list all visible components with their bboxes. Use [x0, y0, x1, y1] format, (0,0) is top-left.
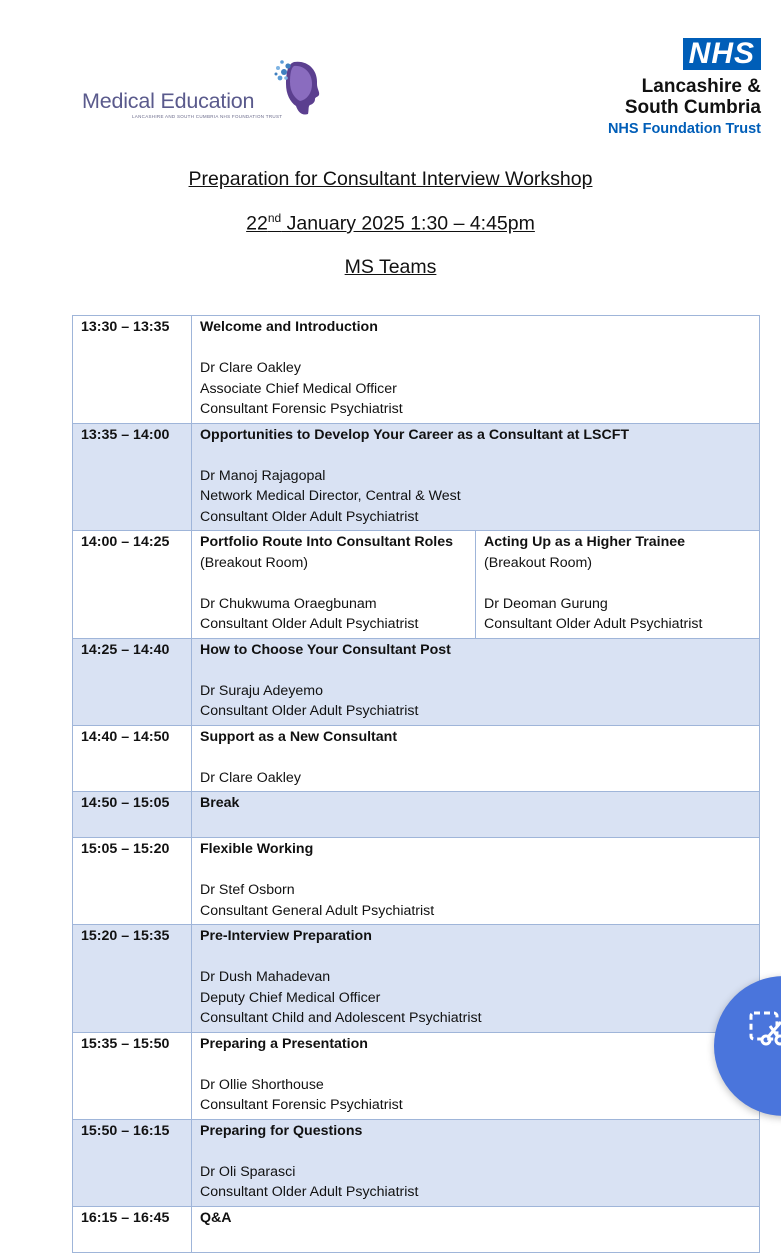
breakout-session-right	[475, 531, 759, 638]
agenda-session	[192, 725, 760, 792]
speaker-name: Dr Deoman Gurung	[484, 595, 608, 612]
speaker-name: Dr Manoj Rajagopal	[200, 467, 326, 484]
session-title: Pre-Interview Preparation	[200, 928, 372, 944]
agenda-table	[72, 315, 760, 1253]
agenda-session	[192, 838, 760, 925]
agenda-row	[73, 838, 760, 925]
agenda-session	[192, 792, 760, 838]
agenda-time: 15:35 – 15:50	[73, 1032, 192, 1119]
speaker-role: Consultant Older Adult Psychiatrist	[200, 616, 419, 632]
session-title: Support as a New Consultant	[200, 728, 398, 745]
agenda-session	[192, 1206, 760, 1252]
agenda-session	[192, 925, 760, 1033]
speaker-role: Consultant Older Adult Psychiatrist	[484, 616, 703, 632]
speaker-role: Consultant Forensic Psychiatrist	[200, 1097, 403, 1113]
speaker-role: Consultant Child and Adolescent Psychiatrist	[200, 1010, 482, 1026]
speaker-name: Dr Oli Sparasci	[200, 1163, 296, 1180]
session-title: Break	[200, 795, 240, 811]
event-title: Preparation for Consultant Interview Workshop	[188, 168, 593, 190]
agenda-time: 13:30 – 13:35	[73, 316, 192, 424]
nhs-trust-name: NHS Foundation Trust	[607, 121, 761, 137]
agenda-time: 14:25 – 14:40	[73, 638, 192, 725]
speaker-role: Deputy Chief Medical Officer	[200, 989, 381, 1006]
event-date-rest: January 2025 1:30 – 4:45pm	[281, 212, 535, 235]
nhs-org-name	[581, 76, 761, 118]
agenda-session	[192, 1119, 760, 1206]
agenda-session	[192, 1032, 760, 1119]
session-title: How to Choose Your Consultant Post	[200, 641, 451, 658]
agenda-row	[73, 316, 760, 424]
agenda-row	[73, 638, 760, 725]
medical-education-logo	[82, 58, 322, 128]
agenda-session	[192, 316, 760, 424]
agenda-time: 14:00 – 14:25	[73, 531, 192, 639]
medical-education-logo-subtitle: LANCASHIRE AND SOUTH CUMBRIA NHS FOUNDATION TRUST	[132, 114, 283, 119]
session-title: Q&A	[200, 1209, 232, 1226]
agenda-row	[73, 531, 760, 639]
agenda-time: 16:15 – 16:45	[73, 1206, 192, 1252]
head-profile-icon	[272, 58, 322, 120]
breakout-session-left	[192, 531, 475, 638]
agenda-time: 14:50 – 15:05	[73, 792, 192, 838]
agenda-time: 15:20 – 15:35	[73, 925, 192, 1033]
speaker-role: Consultant Older Adult Psychiatrist	[200, 1184, 419, 1200]
session-title: Portfolio Route Into Consultant Roles	[200, 534, 453, 550]
speaker-name: Dr Clare Oakley	[200, 769, 301, 786]
session-title: Welcome and Introduction	[200, 319, 378, 335]
agenda-row	[73, 725, 760, 792]
nhs-trust-logo	[581, 38, 761, 148]
event-date	[0, 211, 781, 236]
agenda-row	[73, 792, 760, 838]
agenda-session-split	[192, 531, 760, 639]
speaker-name: Dr Stef Osborn	[200, 882, 295, 898]
agenda-session	[192, 423, 760, 531]
agenda-time: 15:50 – 16:15	[73, 1119, 192, 1206]
session-title: Acting Up as a Higher Trainee	[484, 534, 686, 550]
agenda-row	[73, 925, 760, 1033]
speaker-name: Dr Dush Mahadevan	[200, 969, 331, 985]
speaker-name: Dr Clare Oakley	[200, 360, 301, 376]
agenda-time: 14:40 – 14:50	[73, 725, 192, 792]
session-title: Flexible Working	[200, 841, 314, 857]
scissors-selection-icon	[748, 1010, 781, 1050]
agenda-row	[73, 1206, 760, 1252]
event-date-suffix: nd	[267, 211, 282, 225]
speaker-role: Consultant Older Adult Psychiatrist	[200, 508, 419, 525]
agenda-row	[73, 1032, 760, 1119]
speaker-name: Dr Ollie Shorthouse	[200, 1076, 324, 1093]
speaker-role: Consultant General Adult Psychiatrist	[200, 902, 435, 919]
session-room: (Breakout Room)	[484, 554, 593, 571]
speaker-role: Associate Chief Medical Officer	[200, 380, 397, 397]
event-date-day: 22	[246, 212, 268, 235]
session-title: Opportunities to Develop Your Career as a Consultant at LSCFT	[200, 426, 630, 443]
medical-education-logo-text: Medical Education	[82, 89, 255, 113]
agenda-time: 13:35 – 14:00	[73, 423, 192, 531]
agenda-row	[73, 1119, 760, 1206]
speaker-name: Dr Chukwuma Oraegbunam	[200, 595, 377, 612]
speaker-role: Consultant Older Adult Psychiatrist	[200, 703, 419, 719]
session-title: Preparing a Presentation	[200, 1035, 368, 1052]
speaker-role: Network Medical Director, Central & West	[200, 488, 461, 504]
session-room: (Breakout Room)	[200, 554, 309, 571]
event-venue: MS Teams	[344, 256, 437, 278]
agenda-row	[73, 423, 760, 531]
agenda-session	[192, 638, 760, 725]
session-title: Preparing for Questions	[200, 1122, 363, 1139]
speaker-name: Dr Suraju Adeyemo	[200, 682, 324, 699]
nhs-org-line1: Lancashire &	[641, 76, 761, 97]
nhs-org-line2: South Cumbria	[624, 97, 761, 118]
speaker-role: Consultant Forensic Psychiatrist	[200, 401, 403, 417]
nhs-badge: NHS	[683, 38, 761, 70]
agenda-time: 15:05 – 15:20	[73, 838, 192, 925]
